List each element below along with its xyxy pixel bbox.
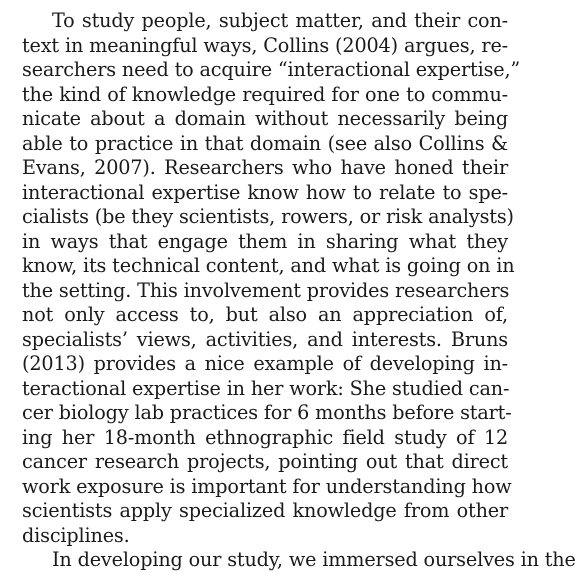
text-line: know, its technical content, and what is going on in	[22, 254, 515, 277]
document-text	[22, 9, 576, 571]
text-line: ing her 18-month ethnographic field study of 12	[22, 425, 508, 449]
text-line: in ways that engage them in sharing what they	[22, 229, 508, 253]
text-line: disciplines.	[22, 523, 130, 547]
text-line: work exposure is important for understanding how	[22, 474, 512, 498]
text-line: Evans, 2007). Researchers who have honed their	[22, 156, 508, 179]
text-line: cancer research projects, pointing out that direct	[22, 450, 508, 473]
text-line: not only access to, but also an appreciation of,	[22, 303, 508, 326]
text-line: specialists’ views, activities, and interests. Bruns	[22, 327, 508, 351]
text-line: To study people, subject matter, and their con-	[52, 9, 508, 32]
text-line: the kind of knowledge required for one to commu-	[22, 82, 508, 106]
text-line-partial: In developing our study, we immersed ourselves in the	[52, 548, 576, 571]
text-line: (2013) provides a nice example of developing in-	[22, 352, 508, 375]
text-line: cialists (be they scientists, rowers, or risk analysts)	[22, 205, 514, 228]
text-line: nicate about a domain without necessarily being	[22, 107, 508, 130]
text-line: teractional expertise in her work: She studied can-	[22, 376, 510, 400]
text-line: scientists apply specialized knowledge from other	[22, 499, 508, 522]
text-line: cer biology lab practices for 6 months before start-	[22, 401, 512, 424]
text-line: able to practice in that domain (see also Collins &	[22, 131, 508, 155]
text-line: searchers need to acquire “interactional expertise,”	[22, 58, 521, 81]
text-line: interactional expertise know how to relate to spe-	[22, 180, 508, 204]
text-line: the setting. This involvement provides researchers	[22, 278, 510, 302]
text-line: text in meaningful ways, Collins (2004) argues, re-	[22, 33, 508, 57]
